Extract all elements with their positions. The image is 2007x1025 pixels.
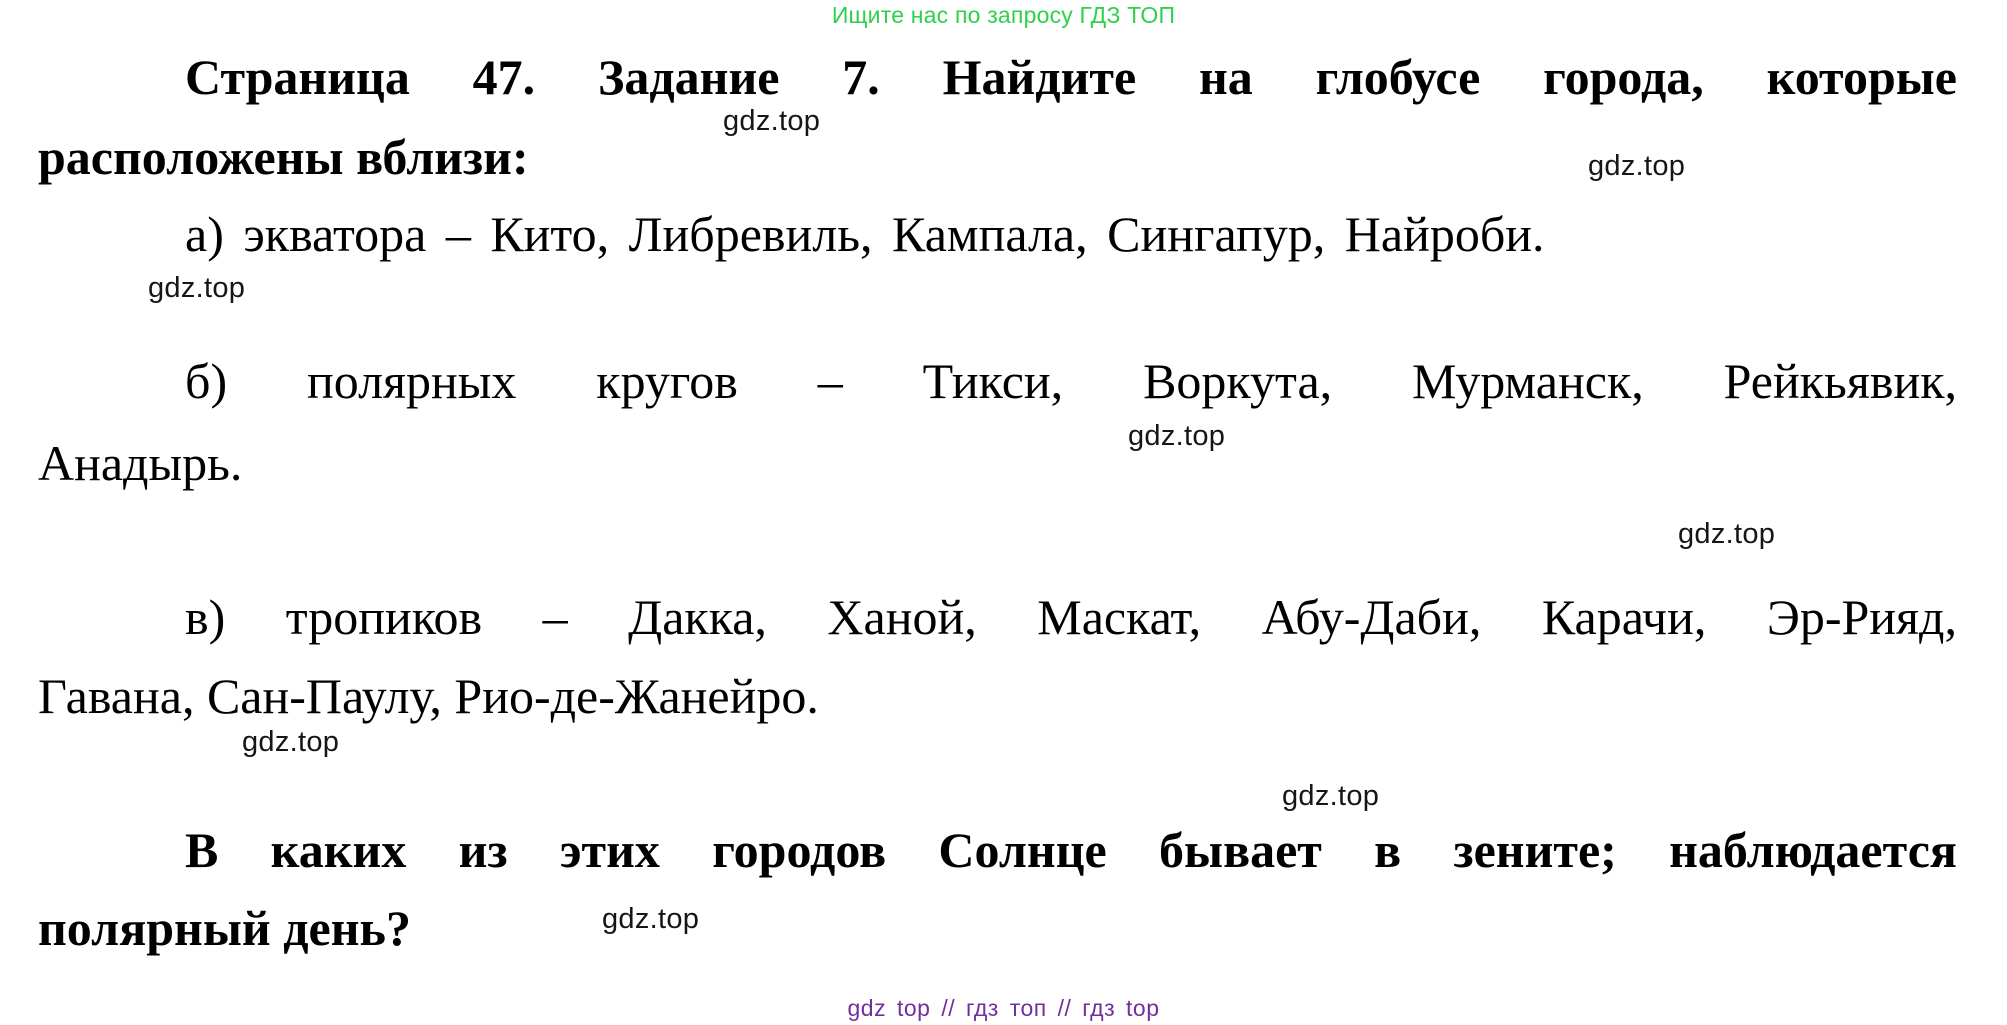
- gdz-watermark: gdz.top: [148, 272, 246, 304]
- item-b-line-2: Анадырь.: [38, 435, 243, 491]
- gdz-watermark: gdz.top: [1588, 150, 1686, 182]
- gdz-watermark: gdz.top: [1128, 420, 1226, 452]
- gdz-watermark: gdz.top: [602, 903, 700, 935]
- item-v-line-1: в) тропиков – Дакка, Ханой, Маскат, Абу-Даби, Карачи, Эр-Рияд,: [185, 589, 1957, 645]
- gdz-watermark: gdz.top: [1678, 518, 1776, 550]
- heading-line-2: расположены вблизи:: [38, 129, 529, 185]
- heading-line-1: Страница 47. Задание 7. Найдите на глобусе города, которые: [185, 49, 1957, 105]
- item-b-line-1: б) полярных кругов – Тикси, Воркута, Мурманск, Рейкьявик,: [185, 353, 1957, 409]
- gdz-watermark: gdz.top: [1282, 780, 1380, 812]
- item-a-line-1: а) экватора – Кито, Либревиль, Кампала, Сингапур, Найроби.: [185, 206, 1545, 262]
- gdz-watermark: gdz.top: [242, 726, 340, 758]
- gdz-watermark: gdz.top: [723, 105, 821, 137]
- top-banner-text: Ищите нас по запросу ГДЗ ТОП: [831, 2, 1176, 28]
- question-line-1: В каких из этих городов Солнце бывает в зените; наблюдается: [185, 822, 1957, 878]
- footer-site-links: gdz top // гдз топ // гдз top: [847, 995, 1160, 1021]
- question-line-2: полярный день?: [38, 900, 411, 956]
- item-v-line-2: Гавана, Сан-Паулу, Рио-де-Жанейро.: [38, 668, 819, 724]
